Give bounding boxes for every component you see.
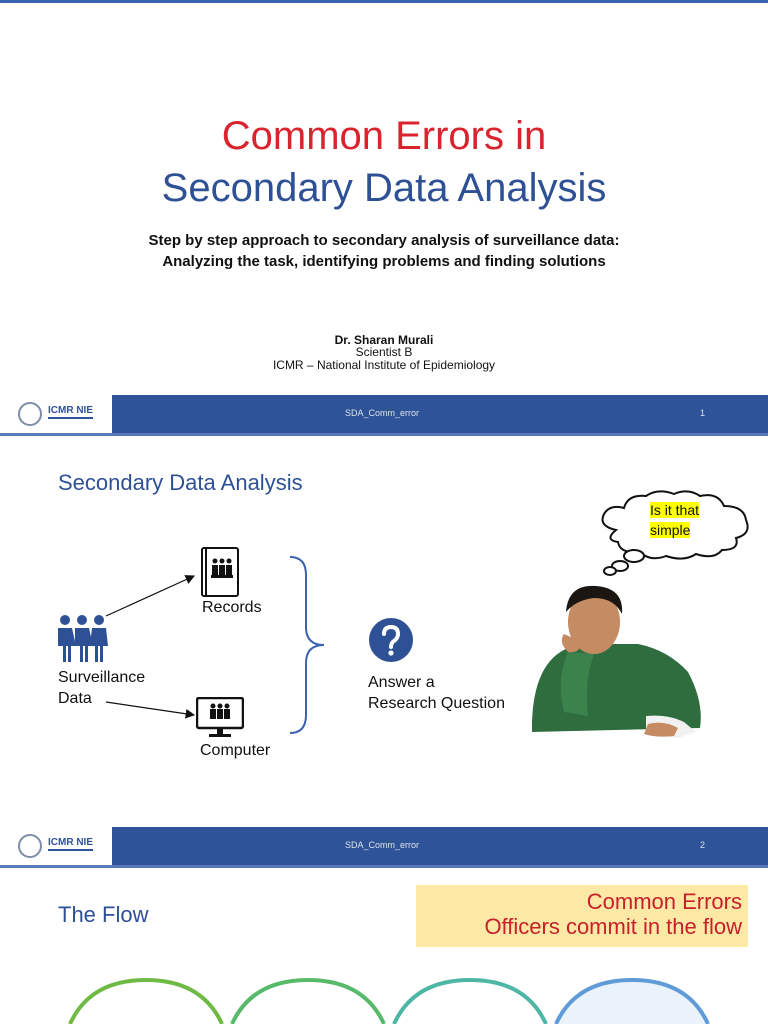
top-rule: [0, 0, 768, 3]
computer-label: Computer: [200, 742, 271, 759]
callout-line2: Officers commit in the flow: [484, 914, 742, 939]
flow-circle-2: [232, 980, 384, 1024]
records-book-icon: [201, 547, 239, 597]
flow-circle-1: [70, 980, 222, 1024]
thought-line2: simple: [650, 522, 691, 538]
author-name: Dr. Sharan Murali: [334, 333, 434, 347]
logo-text: ICMR NIE: [48, 405, 93, 419]
slide3-title: The Flow: [58, 902, 149, 927]
flow-circle-3: [394, 980, 546, 1024]
surveillance-line1: Surveillance: [58, 669, 146, 686]
subtitle-line2: Analyzing the task, identifying problems and finding solutions: [162, 253, 606, 270]
footer-logo: [0, 395, 112, 435]
slide2-title: Secondary Data Analysis: [58, 470, 303, 495]
slide-separator: [0, 433, 768, 436]
flow-circle-4: [556, 980, 708, 1024]
slide2-footer: [0, 827, 768, 867]
answer-line1: Answer a: [368, 674, 435, 691]
author-role: Scientist B: [355, 345, 413, 359]
flow-circles: [0, 970, 768, 1024]
footer-deck-name: SDA_Comm_error: [344, 408, 420, 418]
surveillance-line2: Data: [58, 690, 92, 707]
thought-text: [650, 500, 699, 540]
thought-line1: Is it that: [650, 502, 700, 518]
callout-line1: Common Errors: [586, 889, 742, 914]
slide1-title-line2: Secondary Data Analysis: [161, 166, 607, 210]
subtitle-line1: Step by step approach to secondary analysis of surveillance data:: [148, 232, 620, 249]
answer-question-label: [368, 672, 505, 714]
footer-deck-name: SDA_Comm_error: [344, 840, 420, 850]
footer-slide-number: 2: [700, 840, 706, 850]
logo-text: ICMR NIE: [48, 837, 93, 851]
slide-separator: [0, 865, 768, 868]
footer-slide-number: 1: [700, 408, 706, 418]
question-mark-icon: [368, 617, 414, 663]
author-institute: ICMR – National Institute of Epidemiology: [272, 358, 496, 372]
slide1-footer: [0, 395, 768, 435]
flow-arrows: [100, 570, 210, 722]
answer-line2: Research Question: [368, 695, 505, 712]
icmr-seal-icon: [18, 402, 42, 426]
records-label: Records: [202, 599, 262, 616]
slide1-title-line1: Common Errors in: [221, 114, 547, 158]
icmr-seal-icon: [18, 834, 42, 858]
footer-logo: [0, 827, 112, 867]
curly-brace: [284, 553, 330, 737]
thinking-person-image: [528, 582, 704, 744]
computer-monitor-icon: [196, 697, 244, 739]
slide1-subtitle: [0, 230, 768, 272]
